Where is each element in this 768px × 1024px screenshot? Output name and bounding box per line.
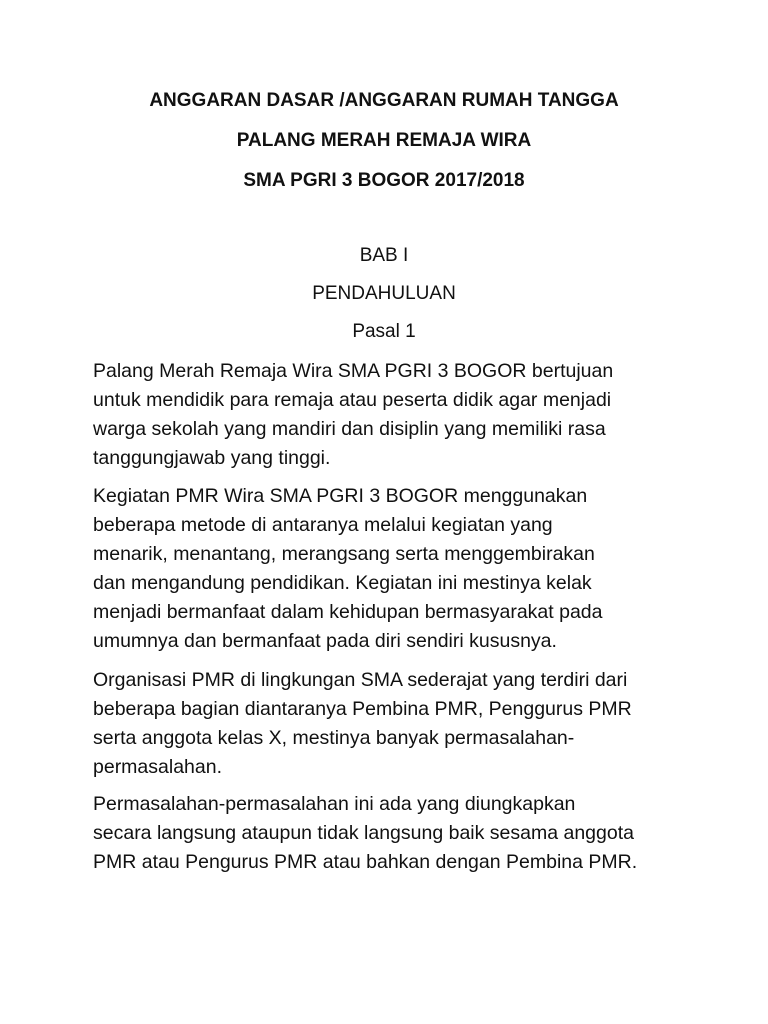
text-line: dan mengandung pendidikan. Kegiatan ini mestinya kelak bbox=[93, 572, 592, 594]
paragraph-4 bbox=[93, 790, 637, 877]
text-line: permasalahan. bbox=[93, 756, 222, 778]
paragraph-1 bbox=[93, 357, 613, 473]
text-line: serta anggota kelas X, mestinya banyak permasalahan- bbox=[93, 727, 575, 749]
document-title-line-1: ANGGARAN DASAR /ANGGARAN RUMAH TANGGA bbox=[149, 90, 619, 111]
chapter-number: BAB I bbox=[359, 245, 409, 266]
paragraph-3 bbox=[93, 666, 632, 782]
text-line: PMR atau Pengurus PMR atau bahkan dengan Pembina PMR. bbox=[93, 851, 638, 873]
paragraph-2 bbox=[93, 482, 602, 656]
document-title-line-3: SMA PGRI 3 BOGOR 2017/2018 bbox=[243, 170, 525, 191]
text-line: tanggungjawab yang tinggi. bbox=[93, 447, 331, 469]
text-line: Kegiatan PMR Wira SMA PGRI 3 BOGOR menggunakan bbox=[93, 485, 588, 507]
text-line: beberapa metode di antaranya melalui kegiatan yang bbox=[93, 514, 553, 536]
article-number: Pasal 1 bbox=[352, 321, 416, 342]
text-line: Palang Merah Remaja Wira SMA PGRI 3 BOGOR bertujuan bbox=[93, 360, 614, 382]
chapter-title: PENDAHULUAN bbox=[312, 283, 456, 304]
text-line: untuk mendidik para remaja atau peserta didik agar menjadi bbox=[93, 389, 612, 411]
text-line: warga sekolah yang mandiri dan disiplin yang memiliki rasa bbox=[93, 418, 606, 440]
text-line: menjadi bermanfaat dalam kehidupan bermasyarakat pada bbox=[93, 601, 603, 623]
text-line: secara langsung ataupun tidak langsung baik sesama anggota bbox=[93, 822, 634, 844]
text-line: menarik, menantang, merangsang serta menggembirakan bbox=[93, 543, 595, 565]
text-line: Permasalahan-permasalahan ini ada yang diungkapkan bbox=[93, 793, 576, 815]
text-line: umumnya dan bermanfaat pada diri sendiri kususnya. bbox=[93, 630, 557, 652]
text-line: beberapa bagian diantaranya Pembina PMR, Penggurus PMR bbox=[93, 698, 632, 720]
document-title-line-2: PALANG MERAH REMAJA WIRA bbox=[236, 130, 532, 151]
text-line: Organisasi PMR di lingkungan SMA sederajat yang terdiri dari bbox=[93, 669, 628, 691]
